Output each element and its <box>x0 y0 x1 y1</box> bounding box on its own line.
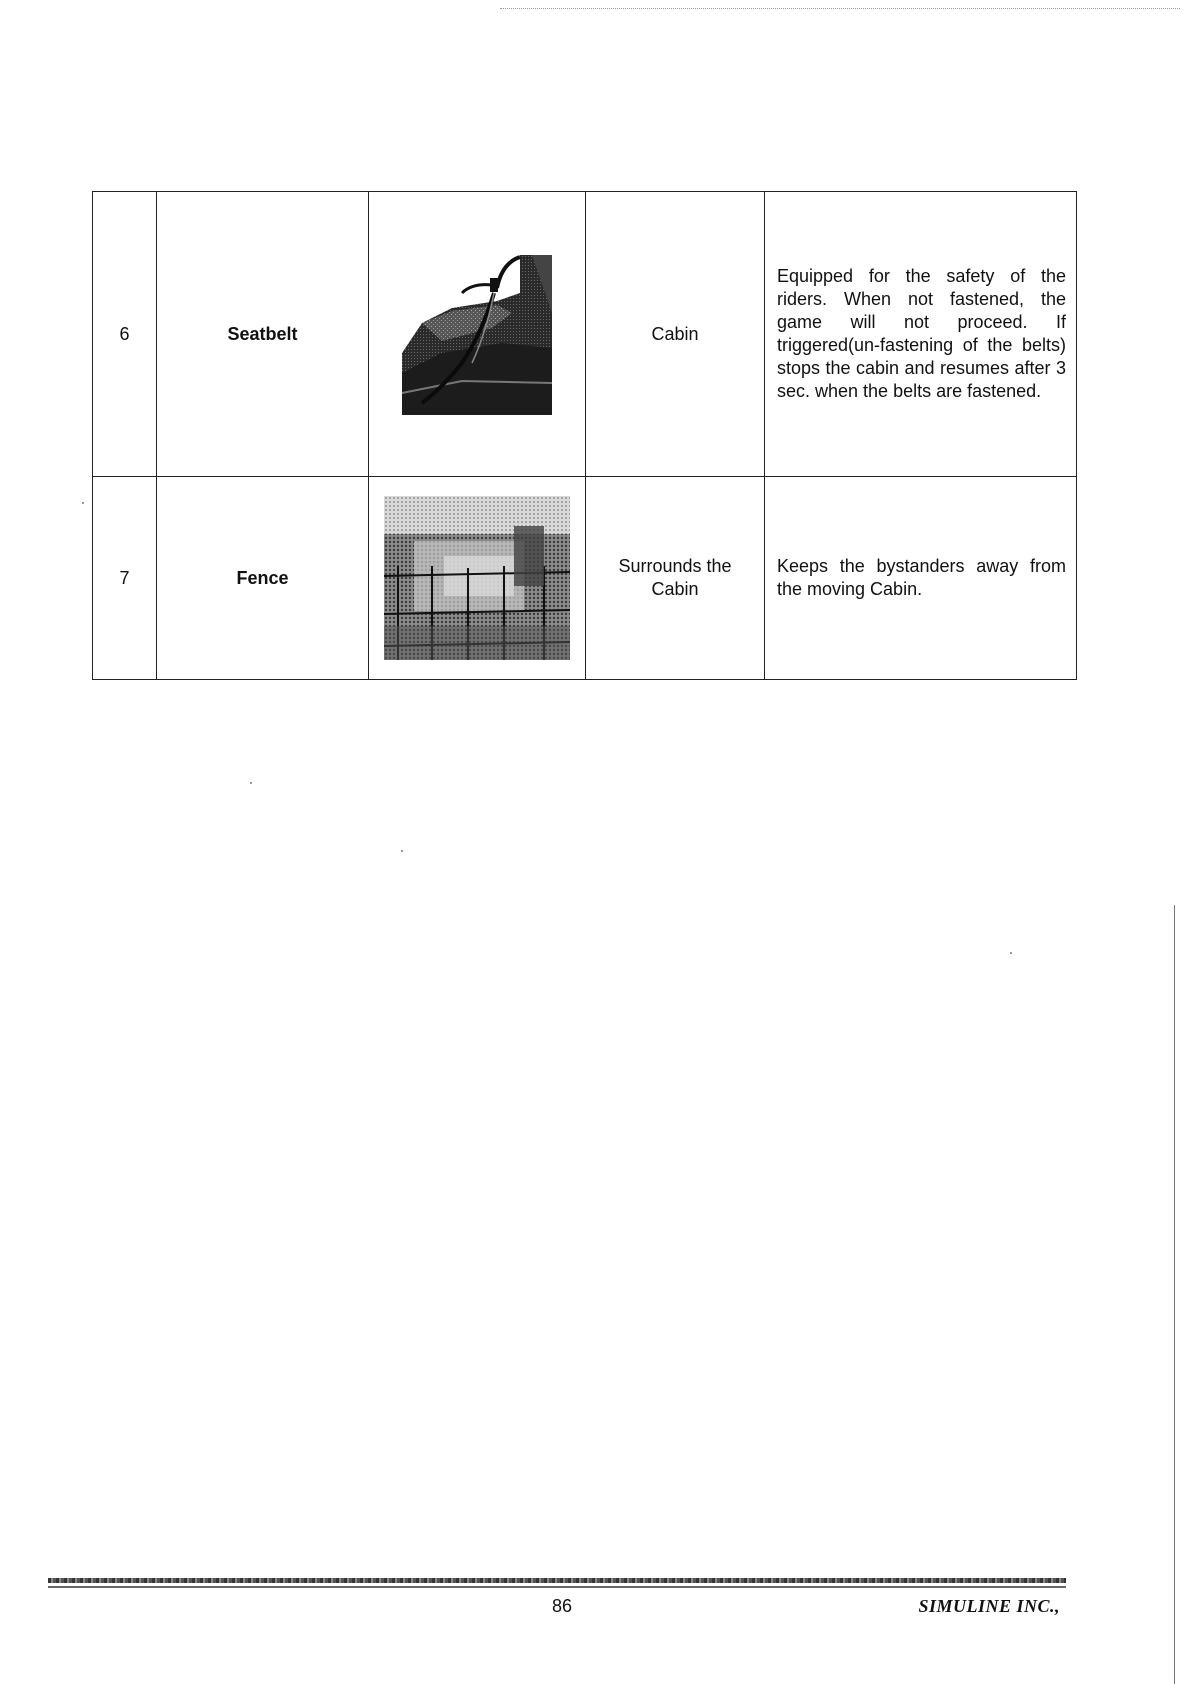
page-number: 86 <box>551 1596 573 1616</box>
part-image-cell <box>369 192 586 477</box>
part-image-cell <box>369 477 586 680</box>
seatbelt-photo <box>402 253 552 415</box>
row-number: 6 <box>93 192 157 477</box>
part-location: Surrounds the Cabin <box>586 477 765 680</box>
part-location: Cabin <box>586 192 765 477</box>
company-name: SIMULINE INC., <box>918 1596 1060 1616</box>
parts-table <box>92 191 1077 680</box>
footer-rule <box>48 1578 1066 1583</box>
scan-edge-top <box>500 8 1180 9</box>
scan-speck <box>1010 952 1012 954</box>
scan-edge-right <box>1174 905 1175 1684</box>
description-text: Keeps the bystanders away from the moving Cabin. <box>777 556 1066 599</box>
part-description <box>765 192 1077 477</box>
footer-rule-thin <box>48 1586 1066 1588</box>
part-name: Seatbelt <box>157 192 369 477</box>
scan-speck <box>82 502 84 504</box>
scan-speck <box>401 850 403 852</box>
part-name: Fence <box>157 477 369 680</box>
description-text: Equipped for the safety of the riders. When not fastened, the game will not proceed. If triggered(un-fastening of the belts) stops the cabin and resumes after 3 sec. when the belts are fastened. <box>777 266 1066 401</box>
scan-speck <box>250 782 252 784</box>
fence-photo <box>384 496 570 660</box>
table-row <box>93 477 1077 680</box>
part-description <box>765 477 1077 680</box>
row-number: 7 <box>93 477 157 680</box>
table-row <box>93 192 1077 477</box>
